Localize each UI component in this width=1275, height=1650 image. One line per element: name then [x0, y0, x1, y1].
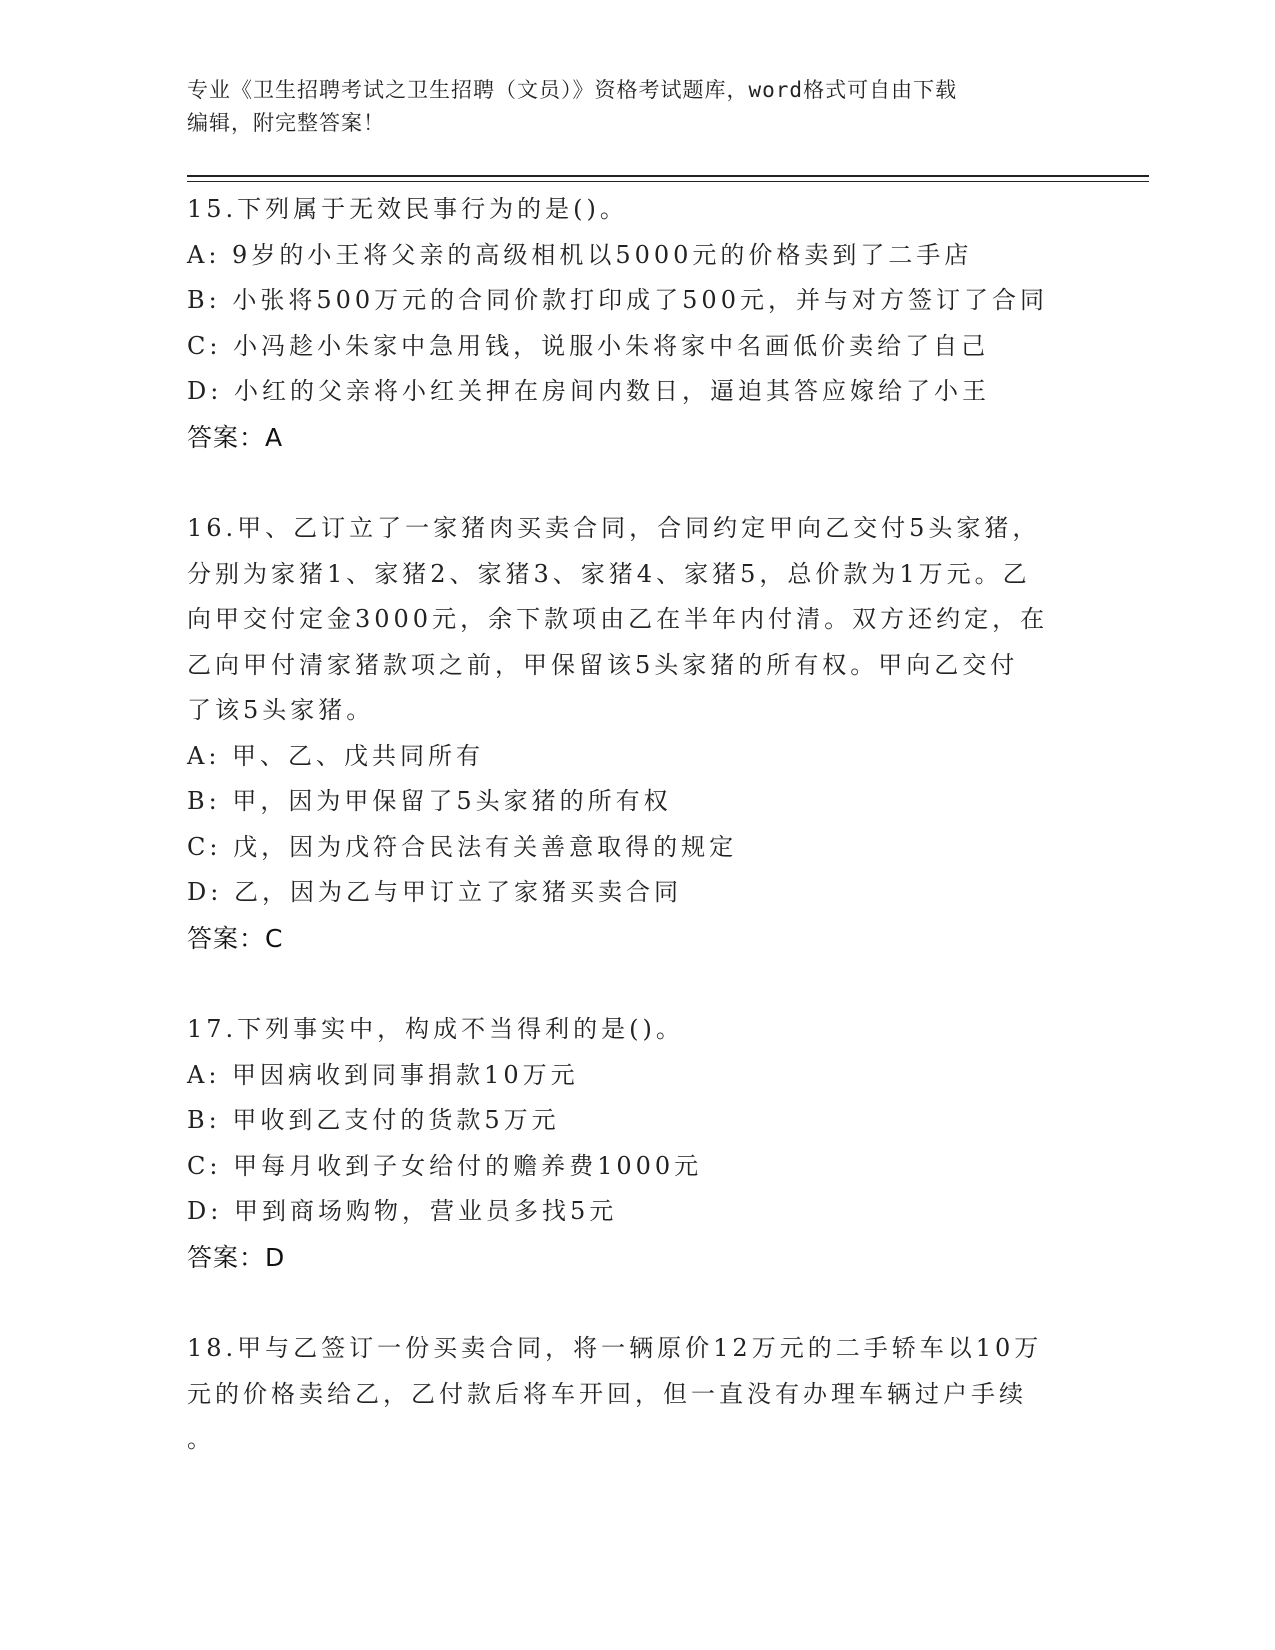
header-line-2: 编辑，附完整答案！	[187, 111, 385, 135]
answer-option: B: 甲，因为甲保留了5头家猪的所有权	[187, 787, 672, 815]
header-line-1: 专业《卫生招聘考试之卫生招聘（文员）》资格考试题库，word格式可自由下载	[187, 78, 958, 102]
question-stem-line: 17.下列事实中，构成不当得利的是()。	[187, 1015, 684, 1043]
question-list	[187, 187, 1087, 1463]
question-stem-line: 乙向甲付清家猪款项之前，甲保留该5头家猪的所有权。甲向乙交付	[187, 650, 1019, 679]
question-stem-line: 16.甲、乙订立了一家猪肉买卖合同，合同约定甲向乙交付5头家猪，	[187, 514, 1041, 542]
answer-option: C: 戊，因为戊符合民法有关善意取得的规定	[187, 832, 738, 861]
answer-option: C: 甲每月收到子女给付的赡养费1000元	[187, 1151, 703, 1180]
answer-option: B: 甲收到乙支付的货款5万元	[187, 1106, 560, 1134]
question-stem-line: 。	[187, 1425, 215, 1453]
answer-option: B: 小张将500万元的合同价款打印成了500元，并与对方签订了合同	[187, 286, 1048, 314]
header-divider-thick	[187, 175, 1149, 177]
question-stem-line: 了该5头家猪。	[187, 696, 375, 724]
answer-option: A: 甲、乙、戊共同所有	[187, 741, 485, 770]
question-spacer	[187, 460, 1087, 506]
question-block	[187, 1007, 1087, 1280]
answer-key: 答案：C	[187, 923, 284, 953]
document-header	[187, 74, 1087, 140]
answer-key: 答案：D	[187, 1242, 286, 1272]
question-stem-line: 15.下列属于无效民事行为的是()。	[187, 195, 628, 223]
answer-option: C: 小冯趁小朱家中急用钱，说服小朱将家中名画低价卖给了自己	[187, 331, 990, 360]
answer-option: A: 9岁的小王将父亲的高级相机以5000元的价格卖到了二手店	[187, 240, 973, 269]
question-stem-line: 元的价格卖给乙，乙付款后将车开回，但一直没有办理车辆过户手续	[187, 1379, 1027, 1408]
question-stem-line: 18.甲与乙签订一份买卖合同，将一辆原价12万元的二手轿车以10万	[187, 1334, 1043, 1362]
question-spacer	[187, 1280, 1087, 1326]
answer-option: D: 乙，因为乙与甲订立了家猪买卖合同	[187, 878, 682, 906]
question-stem-line: 向甲交付定金3000元，余下款项由乙在半年内付清。双方还约定，在	[187, 605, 1049, 633]
question-stem-line: 分别为家猪1、家猪2、家猪3、家猪4、家猪5，总价款为1万元。乙	[187, 559, 1031, 588]
question-block	[187, 187, 1087, 460]
answer-key: 答案：A	[187, 422, 284, 452]
question-spacer	[187, 961, 1087, 1007]
answer-option: A: 甲因病收到同事捐款10万元	[187, 1060, 579, 1089]
answer-option: D: 甲到商场购物，营业员多找5元	[187, 1197, 618, 1225]
question-block	[187, 1326, 1087, 1463]
header-divider-thin	[187, 181, 1149, 182]
answer-option: D: 小红的父亲将小红关押在房间内数日，逼迫其答应嫁给了小王	[187, 377, 990, 405]
question-block	[187, 506, 1087, 961]
